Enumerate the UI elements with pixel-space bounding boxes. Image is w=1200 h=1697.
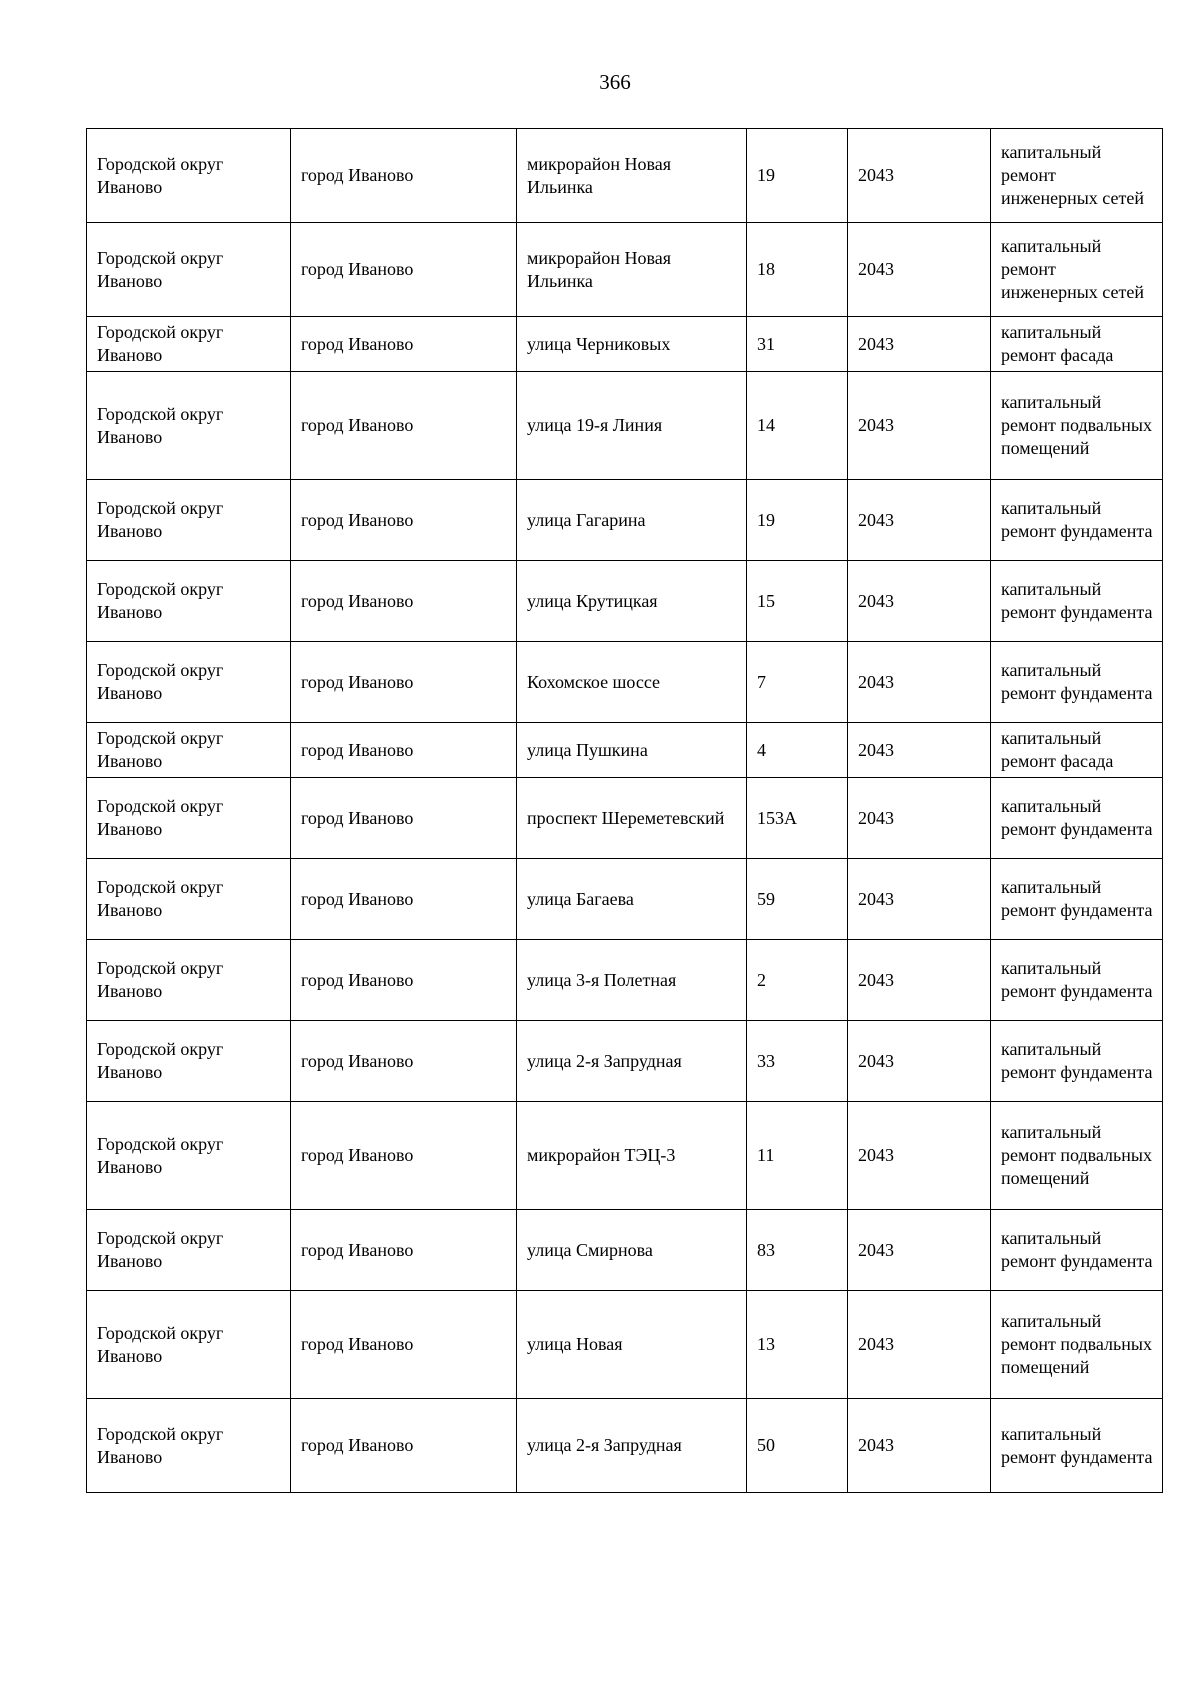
- cell-settlement: город Иваново: [291, 129, 517, 223]
- table-row: [87, 642, 1163, 723]
- cell-year: 2043: [848, 372, 991, 480]
- table-row: [87, 723, 1163, 778]
- table-row: [87, 940, 1163, 1021]
- cell-house: 14: [747, 372, 848, 480]
- cell-street: улица Смирнова: [517, 1210, 747, 1291]
- table-row: [87, 1102, 1163, 1210]
- cell-year: 2043: [848, 1210, 991, 1291]
- cell-street: улица 2-я Запрудная: [517, 1021, 747, 1102]
- cell-district: Городской округ Иваново: [87, 859, 291, 940]
- cell-district: Городской округ Иваново: [87, 1102, 291, 1210]
- cell-settlement: город Иваново: [291, 1399, 517, 1493]
- cell-street: улица 2-я Запрудная: [517, 1399, 747, 1493]
- cell-house: 31: [747, 317, 848, 372]
- cell-house: 18: [747, 223, 848, 317]
- cell-settlement: город Иваново: [291, 561, 517, 642]
- cell-district: Городской округ Иваново: [87, 129, 291, 223]
- cell-work: капитальный ремонт инженерных сетей: [991, 223, 1163, 317]
- cell-house: 19: [747, 480, 848, 561]
- cell-street: улица Крутицкая: [517, 561, 747, 642]
- cell-year: 2043: [848, 1399, 991, 1493]
- cell-house: 59: [747, 859, 848, 940]
- cell-settlement: город Иваново: [291, 1021, 517, 1102]
- cell-house: 13: [747, 1291, 848, 1399]
- cell-house: 153А: [747, 778, 848, 859]
- cell-year: 2043: [848, 223, 991, 317]
- cell-street: микрорайон ТЭЦ-3: [517, 1102, 747, 1210]
- cell-work: капитальный ремонт фундамента: [991, 480, 1163, 561]
- cell-settlement: город Иваново: [291, 778, 517, 859]
- cell-district: Городской округ Иваново: [87, 1291, 291, 1399]
- cell-district: Городской округ Иваново: [87, 778, 291, 859]
- cell-work: капитальный ремонт фундамента: [991, 561, 1163, 642]
- cell-district: Городской округ Иваново: [87, 940, 291, 1021]
- cell-street: улица Пушкина: [517, 723, 747, 778]
- table-row: [87, 1399, 1163, 1493]
- table-row: [87, 1210, 1163, 1291]
- cell-district: Городской округ Иваново: [87, 223, 291, 317]
- cell-street: проспект Шереметевский: [517, 778, 747, 859]
- table-row: [87, 1291, 1163, 1399]
- cell-settlement: город Иваново: [291, 859, 517, 940]
- cell-settlement: город Иваново: [291, 223, 517, 317]
- cell-settlement: город Иваново: [291, 723, 517, 778]
- table-row: [87, 223, 1163, 317]
- cell-street: улица Черниковых: [517, 317, 747, 372]
- cell-street: улица 19-я Линия: [517, 372, 747, 480]
- cell-settlement: город Иваново: [291, 1210, 517, 1291]
- cell-settlement: город Иваново: [291, 372, 517, 480]
- cell-year: 2043: [848, 1291, 991, 1399]
- cell-settlement: город Иваново: [291, 480, 517, 561]
- cell-district: Городской округ Иваново: [87, 372, 291, 480]
- cell-year: 2043: [848, 1021, 991, 1102]
- cell-district: Городской округ Иваново: [87, 1399, 291, 1493]
- cell-work: капитальный ремонт фундамента: [991, 1210, 1163, 1291]
- cell-street: улица Багаева: [517, 859, 747, 940]
- cell-house: 83: [747, 1210, 848, 1291]
- cell-settlement: город Иваново: [291, 1102, 517, 1210]
- cell-street: улица Гагарина: [517, 480, 747, 561]
- cell-work: капитальный ремонт подвальных помещений: [991, 1291, 1163, 1399]
- cell-house: 2: [747, 940, 848, 1021]
- cell-house: 50: [747, 1399, 848, 1493]
- cell-year: 2043: [848, 317, 991, 372]
- table-row: [87, 317, 1163, 372]
- table-row: [87, 372, 1163, 480]
- cell-street: микрорайон Новая Ильинка: [517, 129, 747, 223]
- cell-work: капитальный ремонт подвальных помещений: [991, 372, 1163, 480]
- cell-settlement: город Иваново: [291, 317, 517, 372]
- table-row: [87, 1021, 1163, 1102]
- cell-house: 7: [747, 642, 848, 723]
- cell-street: микрорайон Новая Ильинка: [517, 223, 747, 317]
- cell-house: 33: [747, 1021, 848, 1102]
- cell-house: 11: [747, 1102, 848, 1210]
- cell-work: капитальный ремонт инженерных сетей: [991, 129, 1163, 223]
- repair-schedule-table: [86, 128, 1163, 1493]
- cell-district: Городской округ Иваново: [87, 723, 291, 778]
- cell-district: Городской округ Иваново: [87, 561, 291, 642]
- cell-house: 4: [747, 723, 848, 778]
- table-row: [87, 859, 1163, 940]
- cell-work: капитальный ремонт фундамента: [991, 859, 1163, 940]
- cell-district: Городской округ Иваново: [87, 317, 291, 372]
- cell-work: капитальный ремонт фундамента: [991, 1399, 1163, 1493]
- cell-district: Городской округ Иваново: [87, 1210, 291, 1291]
- cell-year: 2043: [848, 723, 991, 778]
- cell-settlement: город Иваново: [291, 642, 517, 723]
- table-row: [87, 480, 1163, 561]
- cell-work: капитальный ремонт фундамента: [991, 642, 1163, 723]
- cell-year: 2043: [848, 642, 991, 723]
- cell-settlement: город Иваново: [291, 940, 517, 1021]
- cell-work: капитальный ремонт фундамента: [991, 778, 1163, 859]
- cell-year: 2043: [848, 129, 991, 223]
- cell-street: улица 3-я Полетная: [517, 940, 747, 1021]
- cell-work: капитальный ремонт фундамента: [991, 1021, 1163, 1102]
- cell-settlement: город Иваново: [291, 1291, 517, 1399]
- cell-year: 2043: [848, 940, 991, 1021]
- page-number: 366: [599, 70, 631, 94]
- cell-house: 19: [747, 129, 848, 223]
- cell-year: 2043: [848, 480, 991, 561]
- cell-street: улица Новая: [517, 1291, 747, 1399]
- cell-year: 2043: [848, 1102, 991, 1210]
- cell-district: Городской округ Иваново: [87, 480, 291, 561]
- cell-street: Кохомское шоссе: [517, 642, 747, 723]
- cell-work: капитальный ремонт фундамента: [991, 940, 1163, 1021]
- cell-district: Городской округ Иваново: [87, 1021, 291, 1102]
- cell-year: 2043: [848, 778, 991, 859]
- cell-work: капитальный ремонт фасада: [991, 723, 1163, 778]
- cell-work: капитальный ремонт подвальных помещений: [991, 1102, 1163, 1210]
- cell-year: 2043: [848, 561, 991, 642]
- cell-house: 15: [747, 561, 848, 642]
- cell-district: Городской округ Иваново: [87, 642, 291, 723]
- cell-year: 2043: [848, 859, 991, 940]
- cell-work: капитальный ремонт фасада: [991, 317, 1163, 372]
- table-row: [87, 778, 1163, 859]
- table-body: [87, 129, 1163, 1493]
- table-row: [87, 561, 1163, 642]
- table-row: [87, 129, 1163, 223]
